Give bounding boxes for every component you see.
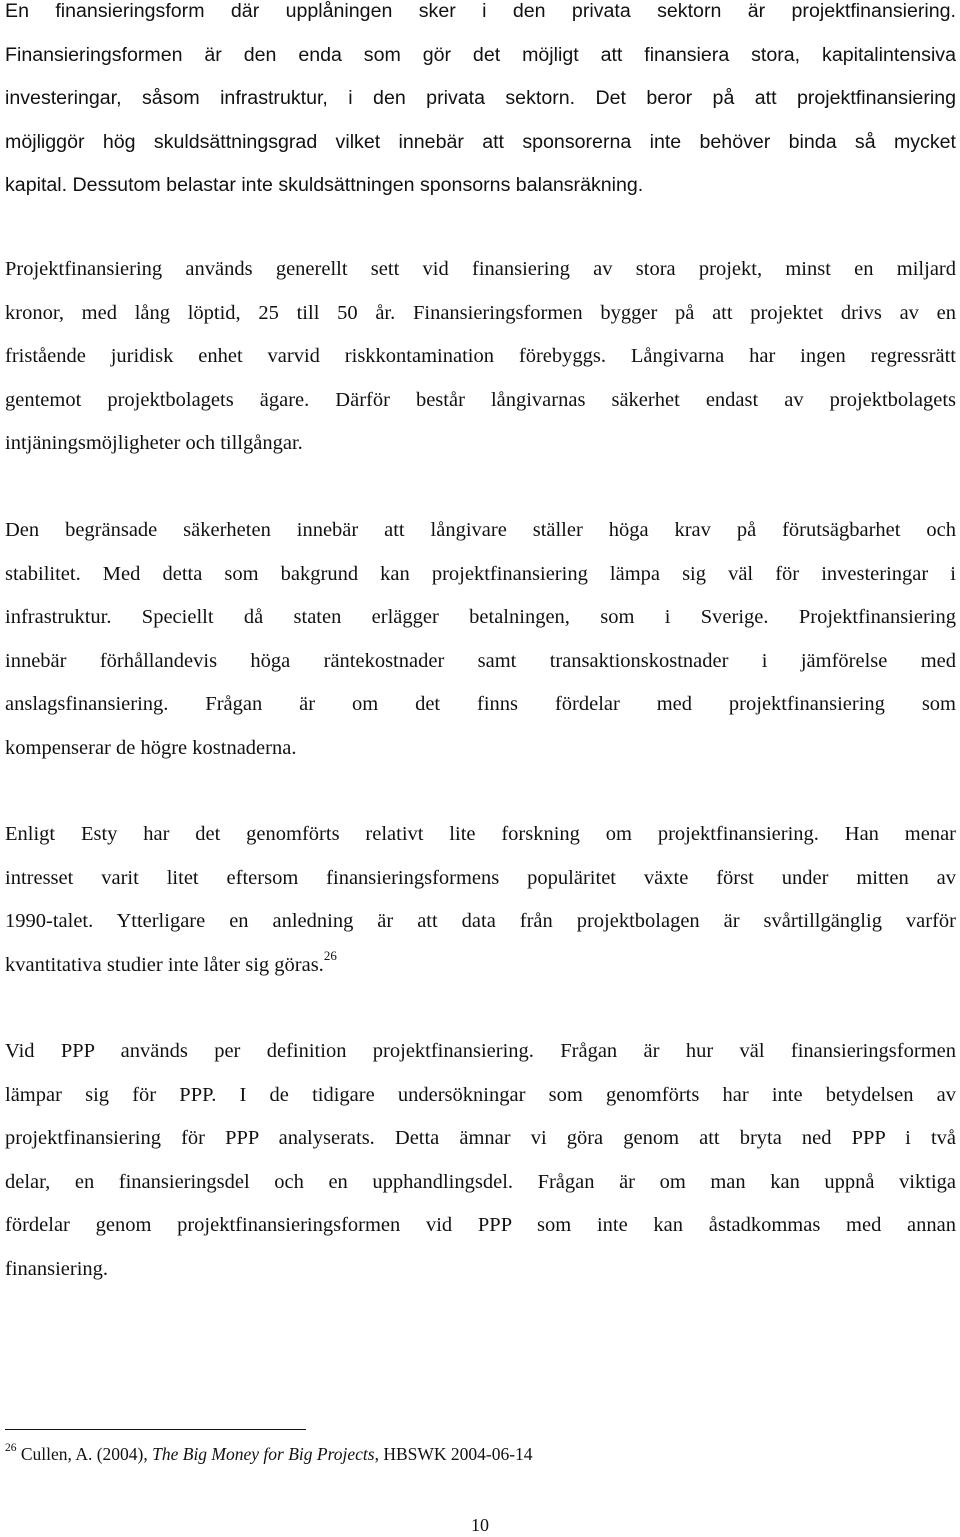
text-line: delar, en finansieringsdel och en upphandlingsdel. Frågan är om man kan uppnå viktiga [5, 1170, 956, 1193]
text-line: kompenserar de högre kostnaderna. [5, 736, 297, 759]
paragraph-4 [5, 813, 956, 987]
text-line: investeringar, såsom infrastruktur, i den privata sektorn. Det beror på att projektfinansiering [5, 87, 956, 110]
text-line: möjliggör hög skuldsättningsgrad vilket innebär att sponsorerna inte behöver binda så mycket [5, 130, 956, 153]
footnote-reference[interactable]: 26 [323, 947, 337, 963]
text-line: Den begränsade säkerheten innebär att långivare ställer höga krav på förutsägbarhet och [5, 519, 956, 541]
text-line: Vid PPP används per definition projektfinansiering. Frågan är hur väl finansieringsformen [5, 1040, 956, 1062]
text-line-content: kvantitativa studier inte låter sig göras. [5, 953, 324, 976]
text-line: intjäningsmöjligheter och tillgångar. [5, 432, 303, 454]
text-line: finansiering. [5, 1257, 109, 1280]
footnote-divider [5, 1429, 306, 1430]
text-line: stabilitet. Med detta som bakgrund kan projektfinansiering lämpa sig väl för investeringar i [5, 562, 956, 585]
text-line: kronor, med lång löptid, 25 till 50 år. Finansieringsformen bygger på att projektet drivs av en [5, 301, 956, 324]
text-line: Enligt Esty har det genomförts relativt lite forskning om projektfinansiering. Han menar [5, 823, 956, 845]
text-line: fördelar genom projektfinansieringsformen vid PPP som inte kan åstadkommas med annan [5, 1214, 956, 1236]
text-line: innebär förhållandevis höga räntekostnader samt transaktionskostnader i jämförelse med [5, 649, 956, 672]
text-line: intresset varit litet eftersom finansieringsformens populäritet växte först under mitten av [5, 866, 956, 889]
text-line: anslagsfinansiering. Frågan är om det finns fördelar med projektfinansiering som [5, 693, 956, 715]
text-line [5, 944, 956, 988]
page-number: 10 [471, 1515, 489, 1535]
text-line: Finansieringsformen är den enda som gör det möjligt att finansiera stora, kapitalintensiva [5, 43, 956, 66]
paragraph-1 [5, 0, 956, 208]
footnote-author: Cullen, A. (2004), [20, 1444, 153, 1464]
text-line: kapital. Dessutom belastar inte skuldsättningen sponsorns balansräkning. [5, 174, 644, 197]
paragraph-5 [5, 1030, 956, 1291]
text-line: fristående juridisk enhet varvid riskkontamination förebyggs. Långivarna har ingen regressrätt [5, 345, 956, 367]
footnote-title: The Big Money for Big Projects [152, 1444, 375, 1464]
paragraph-2 [5, 248, 956, 466]
text-line: En finansieringsform där upplåningen sker i den privata sektorn är projektfinansiering. [5, 0, 956, 22]
footnote [5, 1436, 533, 1472]
footnote-number: 26 [5, 1442, 17, 1455]
footnote-source: , HBSWK 2004-06-14 [374, 1444, 533, 1464]
text-line: 1990-talet. Ytterligare en anledning är att data från projektbolagen är svårtillgänglig varför [5, 910, 956, 932]
text-line: infrastruktur. Speciellt då staten erlägger betalningen, som i Sverige. Projektfinansiering [5, 606, 956, 628]
paragraph-3 [5, 509, 956, 770]
text-line: Projektfinansiering används generellt sett vid finansiering av stora projekt, minst en miljard [5, 258, 956, 280]
text-line: projektfinansiering för PPP analyserats. Detta ämnar vi göra genom att bryta ned PPP i två [5, 1127, 956, 1149]
text-line: lämpar sig för PPP. I de tidigare undersökningar som genomförts har inte betydelsen av [5, 1083, 956, 1106]
text-line: gentemot projektbolagets ägare. Därför består långivarnas säkerhet endast av projektbolagets [5, 388, 956, 411]
